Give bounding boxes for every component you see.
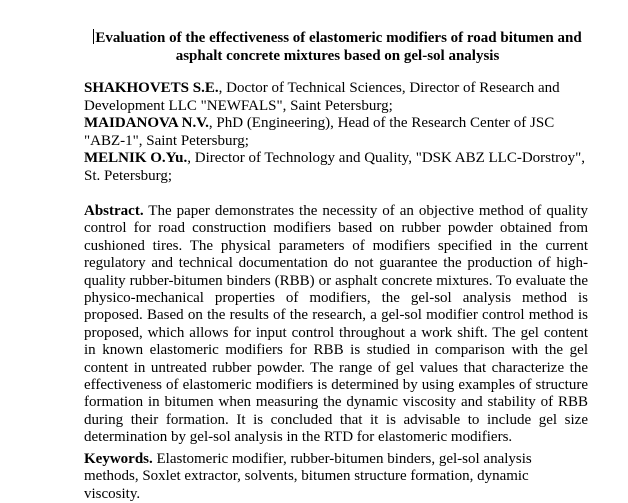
author-affiliation: , Director of Technology and Quality, "DSK ABZ LLC-Dorstroy", St. Petersburg; (84, 150, 586, 184)
keywords-label: Keywords. (84, 451, 153, 467)
author-affiliation: , Doctor of Technical Sciences, Director of Research and Development LLC "NEWFALS", Saint Petersburg; (84, 80, 560, 114)
paper-title-text: Evaluation of the effectiveness of elastomeric modifiers of road bitumen and asphalt concrete mixtures based on gel-sol analysis (95, 30, 582, 64)
author-affiliation: , PhD (Engineering), Head of the Research Center of JSC "ABZ-1", Saint Petersburg; (84, 115, 555, 149)
author-entry (84, 150, 588, 185)
abstract-label: Abstract. (84, 203, 144, 219)
author-name: MAIDANOVA N.V. (84, 115, 209, 132)
author-name: MELNIK O.Yu. (84, 150, 188, 167)
keywords-section (84, 451, 588, 503)
author-entry (84, 115, 588, 150)
author-name: SHAKHOVETS S.E. (84, 80, 219, 96)
author-entry (84, 80, 588, 115)
abstract-text: The paper demonstrates the necessity of an objective method of quality control for road construction modifiers based on rubber powder obtained from cushioned tires. The physical parameters of modifiers specified in the current regulatory and technical documentation do not guarantee the production of high-quality rubber-bitumen binders (RBB) or asphalt concrete mixtures. To evaluate the physico-mechanical properties of modifiers, the gel-sol analysis method is proposed. Based on the results of the research, a gel-sol modifier control method is proposed, which allows for input control throughout a work shift. The gel content in known elastomeric modifiers for RBB is studied in comparison with the gel content in untreated rubber powder. The range of gel values that characterize the effectiveness of elastomeric modifiers is determined by using examples of structure formation in bitumen when measuring the dynamic viscosity and stability of RBB during their formation. It is concluded that it is advisable to include gel size determination by gel-sol analysis in the RTD for elastomeric modifiers. (84, 203, 588, 446)
abstract-section (84, 203, 588, 447)
author-list (84, 80, 588, 186)
keywords-text: Elastomeric modifier, rubber-bitumen binders, gel-sol analysis methods, Soxlet extractor, solvents, bitumen structure formation, dynamic viscosity. (84, 451, 532, 502)
paper-title (80, 29, 595, 65)
